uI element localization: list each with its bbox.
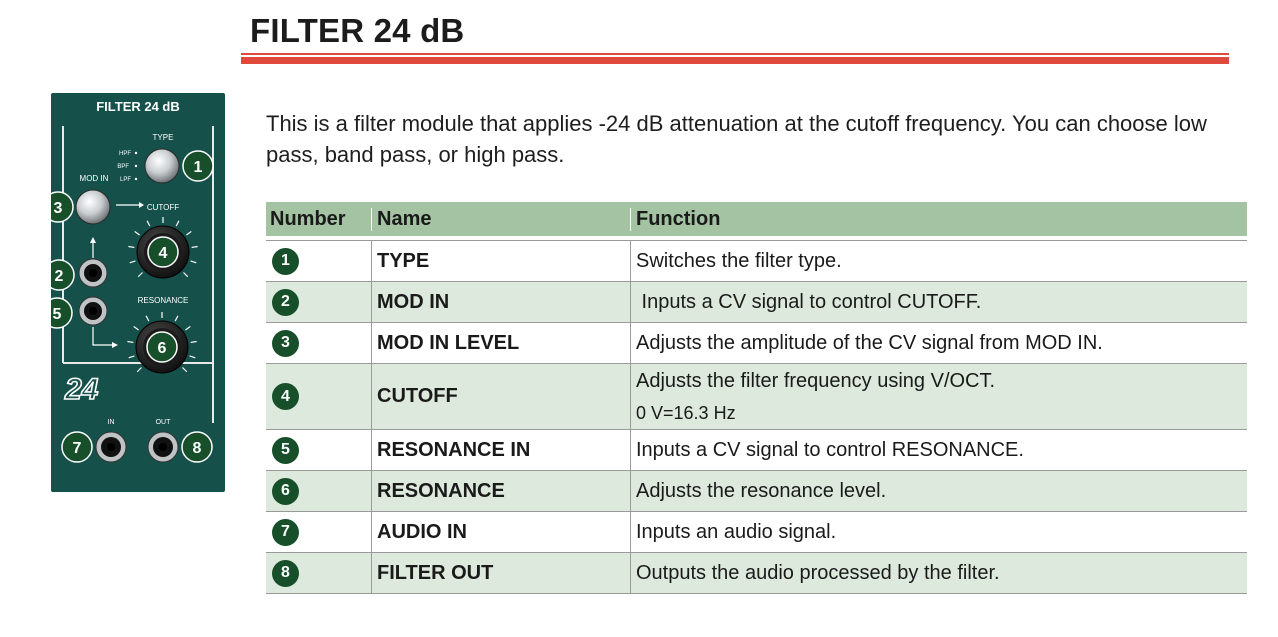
row-function: Inputs an audio signal. xyxy=(630,512,1247,552)
row-number-badge: 3 xyxy=(272,330,299,357)
callout-8: 8 xyxy=(192,440,202,457)
table-row xyxy=(266,430,1247,471)
out-jack-label: OUT xyxy=(155,419,171,426)
table-row xyxy=(266,241,1247,282)
row-name: CUTOFF xyxy=(371,364,630,429)
table-row xyxy=(266,512,1247,553)
row-function: Outputs the audio processed by the filter. xyxy=(630,553,1247,593)
callout-4: 4 xyxy=(158,245,168,262)
title-rule-thick xyxy=(241,57,1229,64)
row-name: RESONANCE xyxy=(371,471,630,511)
lpf-label: LPF xyxy=(119,177,131,183)
panel-title: FILTER 24 dB xyxy=(96,99,180,114)
function-table xyxy=(266,202,1247,594)
row-number-badge: 4 xyxy=(272,383,299,410)
table-row xyxy=(266,471,1247,512)
callout-1: 1 xyxy=(193,159,203,176)
table-row xyxy=(266,323,1247,364)
row-number-badge: 6 xyxy=(272,478,299,505)
callout-3: 3 xyxy=(53,200,63,217)
cutoff-label: CUTOFF xyxy=(146,203,180,212)
table-row xyxy=(266,553,1247,594)
row-function: Inputs a CV signal to control RESONANCE. xyxy=(630,430,1247,470)
table-row xyxy=(266,364,1247,430)
row-number-badge: 8 xyxy=(272,560,299,587)
row-function: Adjusts the resonance level. xyxy=(630,471,1247,511)
header-name: Name xyxy=(371,208,630,231)
callout-7: 7 xyxy=(72,440,82,457)
callout-5: 5 xyxy=(52,306,62,323)
filter-24-logo: 24 xyxy=(65,373,99,406)
type-label: TYPE xyxy=(152,133,174,142)
intro-text: This is a filter module that applies -24 dB attenuation at the cutoff frequency. You can choose low pass, band pass, or high pass. xyxy=(266,111,1207,167)
row-number-badge: 1 xyxy=(272,248,299,275)
callout-6: 6 xyxy=(157,340,167,357)
row-function: Switches the filter type. xyxy=(630,241,1247,281)
title-rule-thin xyxy=(241,53,1229,55)
filter-module-panel xyxy=(51,93,225,492)
header-number: Number xyxy=(270,207,346,230)
row-function-line-2: 0 V=16.3 Hz xyxy=(636,402,736,423)
row-function: Adjusts the amplitude of the CV signal from MOD IN. xyxy=(630,323,1247,363)
row-number-badge: 5 xyxy=(272,437,299,464)
resonance-label: RESONANCE xyxy=(137,296,189,305)
page-title: FILTER 24 dB xyxy=(250,12,465,49)
row-name: RESONANCE IN xyxy=(371,430,630,470)
row-function xyxy=(630,364,1247,429)
table-row xyxy=(266,282,1247,323)
row-name: AUDIO IN xyxy=(371,512,630,552)
row-number-badge: 7 xyxy=(272,519,299,546)
bpf-label: BPF xyxy=(117,164,129,170)
in-jack-label: IN xyxy=(107,419,115,426)
header-function: Function xyxy=(630,208,1247,231)
module-panel-graphic xyxy=(51,93,225,492)
row-name: TYPE xyxy=(371,241,630,281)
mod-in-level-knob xyxy=(76,190,110,224)
row-number-badge: 2 xyxy=(272,289,299,316)
row-function-line-1: Adjusts the filter frequency using V/OCT. xyxy=(636,369,996,392)
hpf-label: HPF xyxy=(119,151,131,157)
row-name: MOD IN xyxy=(371,282,630,322)
row-function: Inputs a CV signal to control CUTOFF. xyxy=(630,282,1247,322)
type-knob xyxy=(145,149,179,183)
callout-2: 2 xyxy=(54,268,64,285)
table-header xyxy=(266,202,1247,236)
mod-in-label: MOD IN xyxy=(79,174,109,183)
row-name: MOD IN LEVEL xyxy=(371,323,630,363)
row-name: FILTER OUT xyxy=(371,553,630,593)
